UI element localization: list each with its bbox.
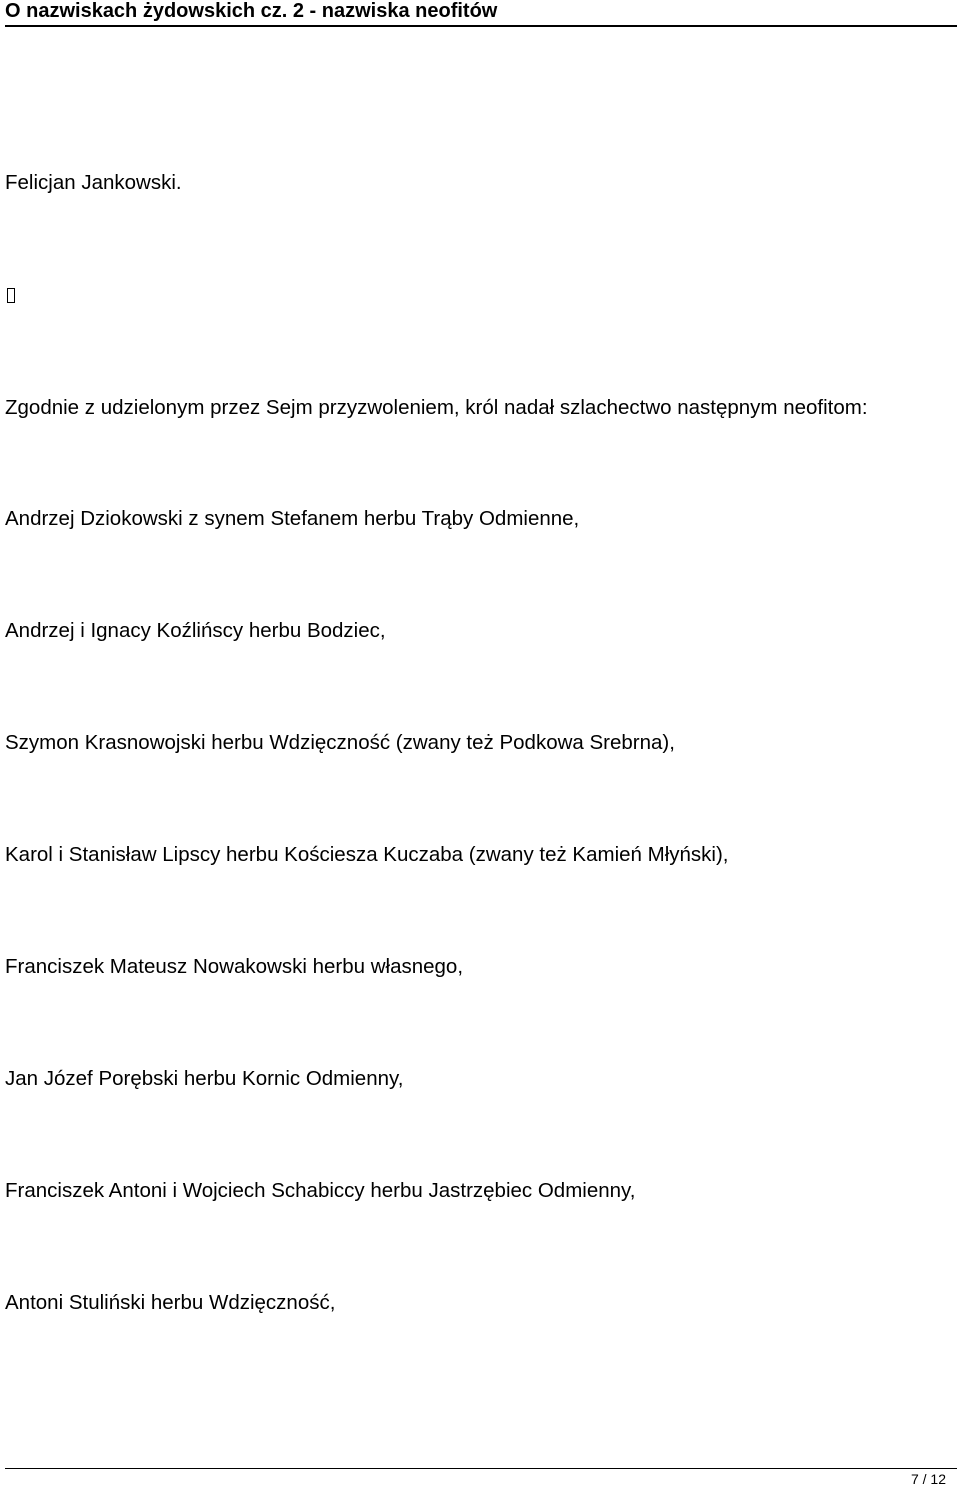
list-item: Andrzej Dziokowski z synem Stefanem herbu Trąby Odmienne, xyxy=(5,507,580,530)
document-title: O nazwiskach żydowskich cz. 2 - nazwiska neofitów xyxy=(5,0,498,22)
list-item: Andrzej i Ignacy Koźlińscy herbu Bodziec, xyxy=(5,619,386,642)
page-number: 7 / 12 xyxy=(910,1471,946,1487)
text-line-felicjan: Felicjan Jankowski. xyxy=(5,171,182,194)
list-item: Szymon Krasnowojski herbu Wdzięczność (zwany też Podkowa Srebrna), xyxy=(5,731,675,754)
list-item: Franciszek Antoni i Wojciech Schabiccy herbu Jastrzębiec Odmienny, xyxy=(5,1179,636,1202)
list-item: Karol i Stanisław Lipscy herbu Kościesza Kuczaba (zwany też Kamień Młyński), xyxy=(5,843,729,866)
header-divider xyxy=(5,25,957,27)
list-item: Jan Józef Porębski herbu Kornic Odmienny, xyxy=(5,1067,404,1090)
list-item: Antoni Stuliński herbu Wdzięczność, xyxy=(5,1291,336,1314)
footer-divider xyxy=(5,1468,957,1469)
missing-glyph-icon xyxy=(7,288,15,303)
list-item: Franciszek Mateusz Nowakowski herbu własnego, xyxy=(5,955,464,978)
intro-paragraph: Zgodnie z udzielonym przez Sejm przyzwoleniem, król nadał szlachectwo następnym neofitom: xyxy=(5,396,868,419)
